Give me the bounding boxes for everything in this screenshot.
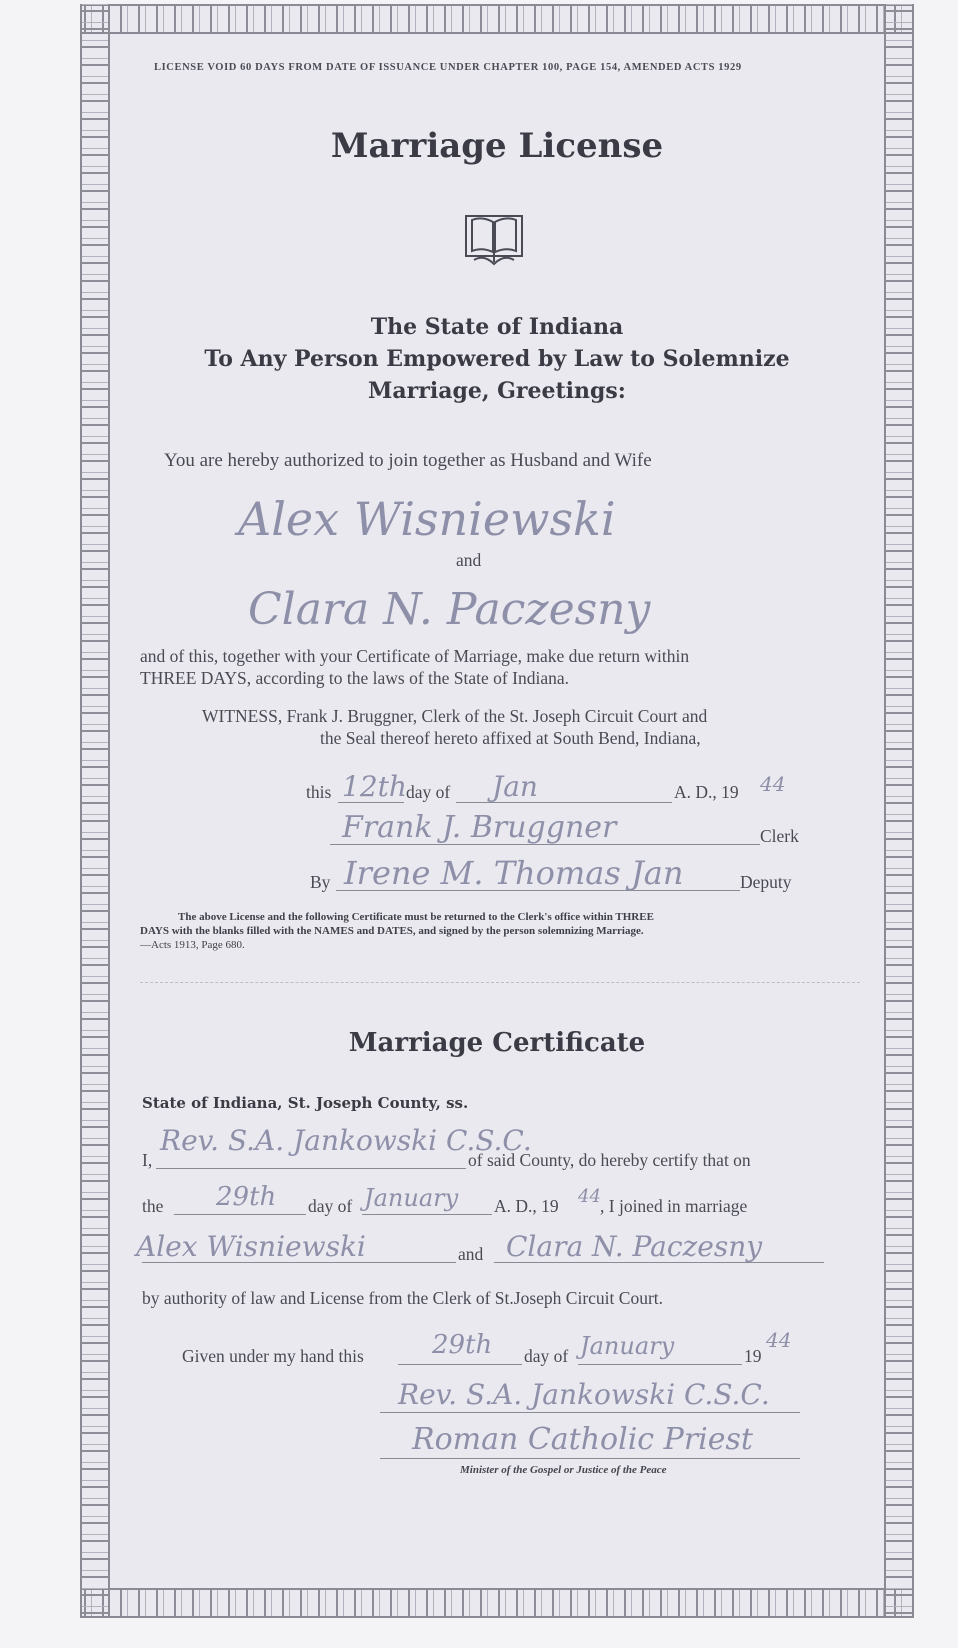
license-title: Marriage License [330,126,664,166]
minister-signature-line2-text: Roman Catholic Priest [412,1422,753,1457]
empowered-heading: To Any Person Empowered by Law to Solemnize [204,346,790,372]
return-note-line1: The above License and the following Certificate must be returned to the Clerk's office within THREE [178,911,654,923]
certify-text: of said County, do hereby certify that on [468,1150,751,1170]
officiant-name-handwritten: Rev. S.A. Jankowski C.S.C. [160,1124,532,1157]
return-clause-line2: THREE DAYS, according to the laws of the State of Indiana. [140,668,569,688]
left-ornamental-border [80,4,110,1618]
the-label: the [142,1196,164,1216]
given-month-line [578,1364,742,1365]
i-label: I, [142,1150,153,1170]
void-notice: LICENSE VOID 60 DAYS FROM DATE OF ISSUANCE UNDER CHAPTER 100, PAGE 154, AMENDED ACTS 1929 [154,62,742,73]
issue-month-value: Jan [492,770,538,803]
joined-text: , I joined in marriage [600,1196,748,1216]
return-note-line2: DAYS with the blanks filled with the NAMES and DATES, and signed by the person solemnizing Marriage. [140,925,644,937]
minister-signature-line2 [380,1458,800,1459]
cert-groom-handwritten: Alex Wisniewski [136,1230,366,1263]
given-day-value: 29th [432,1330,493,1360]
given-year-label: 19 [744,1346,762,1366]
issue-day-value: 12th [342,770,407,803]
top-ornamental-border [80,4,914,34]
deputy-label: Deputy [740,872,792,892]
county-line: State of Indiana, St. Joseph County, ss. [142,1094,469,1112]
groom-name-handwritten: Alex Wisniewski [238,492,616,546]
cert-day-line [174,1214,306,1215]
cert-day-value: 29th [216,1182,277,1212]
issue-year-value: 44 [760,772,786,796]
witness-clause-line1: WITNESS, Frank J. Bruggner, Clerk of the St. Joseph Circuit Court and [202,706,708,726]
given-dayof-label: day of [524,1346,569,1366]
marriage-document [80,4,914,1618]
given-year-value: 44 [766,1328,792,1352]
certificate-title: Marriage Certificate [348,1028,646,1058]
cert-month-value: January [364,1184,459,1212]
deputy-signature: Irene M. Thomas Jan [344,854,684,892]
cert-year-value: 44 [578,1186,601,1207]
state-heading: The State of Indiana [370,314,624,340]
cert-ad-label: A. D., 19 [494,1196,559,1216]
cert-and-label: and [458,1244,484,1264]
authority-text: by authority of law and License from the Clerk of St.Joseph Circuit Court. [142,1288,664,1308]
given-label: Given under my hand this [182,1346,364,1366]
bride-name-handwritten: Clara N. Paczesny [248,584,651,635]
issue-ad-label: A. D., 19 [674,782,739,802]
cert-dayof-label: day of [308,1196,353,1216]
minister-caption: Minister of the Gospel or Justice of the Peace [460,1464,667,1476]
given-day-line [398,1364,522,1365]
clerk-signature: Frank J. Bruggner [342,810,617,845]
return-clause-line1: and of this, together with your Certificate of Marriage, make due return within [140,646,690,666]
given-month-value: January [580,1332,675,1360]
cert-month-line [362,1214,492,1215]
clerk-label: Clerk [760,826,799,846]
minister-signature-line1-text: Rev. S.A. Jankowski C.S.C. [398,1378,770,1411]
officiant-line [156,1168,466,1169]
and-label: and [456,550,482,570]
open-book-emblem-icon [464,214,524,270]
issue-dayof-label: day of [406,782,451,802]
authorization-text: You are hereby authorized to join together as Husband and Wife [164,450,652,471]
issue-month-line [456,802,672,803]
witness-clause-line2: the Seal thereof hereto affixed at South Bend, Indiana, [320,728,701,748]
bottom-ornamental-border [80,1588,914,1618]
return-note-line3: —Acts 1913, Page 680. [140,939,245,951]
minister-signature-line1 [380,1412,800,1413]
greetings-heading: Marriage, Greetings: [368,378,626,404]
by-label: By [310,872,331,892]
this-label: this [306,782,332,802]
cert-bride-handwritten: Clara N. Paczesny [506,1230,763,1263]
separator-rule [140,982,860,983]
right-ornamental-border [884,4,914,1618]
